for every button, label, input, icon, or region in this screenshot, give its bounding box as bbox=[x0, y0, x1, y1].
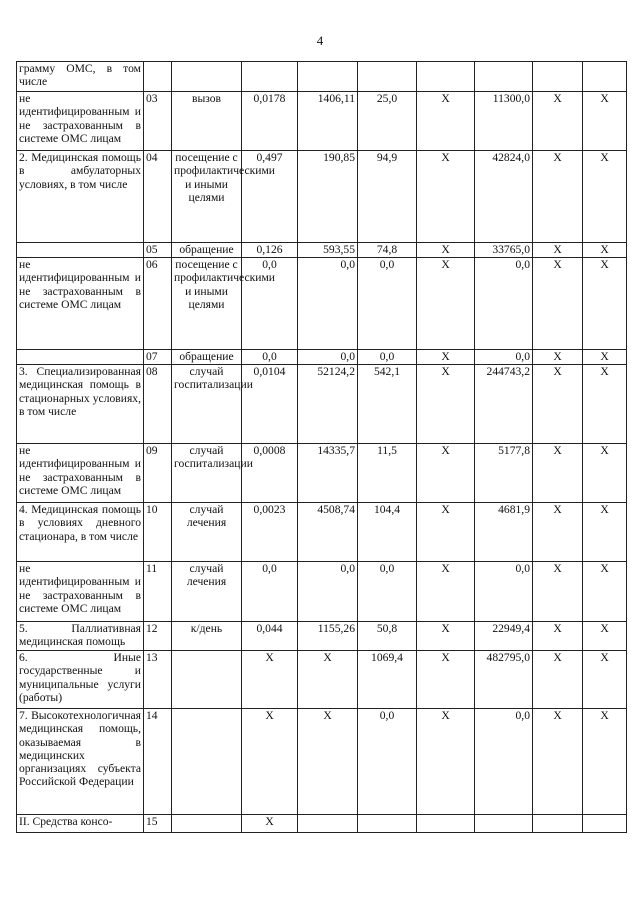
row-c10-cell: X bbox=[583, 258, 627, 350]
row-unit-cell bbox=[172, 709, 242, 815]
row-code-cell: 09 bbox=[144, 444, 172, 503]
row-c10-cell: X bbox=[583, 151, 627, 243]
row-name-cell bbox=[17, 243, 144, 258]
row-c7-cell: X bbox=[417, 350, 475, 365]
row-c10-cell: X bbox=[583, 444, 627, 503]
row-c8-cell: 482795,0 bbox=[475, 651, 533, 709]
row-name-cell: 4. Медицинская помощь в условиях дневного стационара, в том числе bbox=[17, 503, 144, 562]
row-unit-cell bbox=[172, 815, 242, 833]
row-unit-cell: посещение с профилактическими и иными целями bbox=[172, 258, 242, 350]
row-c10-cell: X bbox=[583, 503, 627, 562]
table-row bbox=[17, 444, 627, 503]
row-c9-cell: X bbox=[533, 243, 583, 258]
table-row bbox=[17, 709, 627, 815]
row-c9-cell bbox=[533, 815, 583, 833]
row-c10-cell: X bbox=[583, 243, 627, 258]
row-name-cell: 6. Иные государственные и муниципальные услуги (работы) bbox=[17, 651, 144, 709]
row-c9-cell: X bbox=[533, 258, 583, 350]
row-code-cell bbox=[144, 62, 172, 92]
row-norm-cell: 0,0008 bbox=[242, 444, 298, 503]
row-volume-cell bbox=[358, 62, 417, 92]
row-c7-cell: X bbox=[417, 562, 475, 622]
row-c8-cell: 0,0 bbox=[475, 350, 533, 365]
table-row bbox=[17, 503, 627, 562]
row-unit-cell: случай госпитализации bbox=[172, 365, 242, 444]
row-c9-cell: X bbox=[533, 651, 583, 709]
row-volume-cell: 0,0 bbox=[358, 258, 417, 350]
table-row bbox=[17, 562, 627, 622]
row-code-cell: 07 bbox=[144, 350, 172, 365]
row-cost-cell: 1155,26 bbox=[298, 622, 358, 651]
row-code-cell: 10 bbox=[144, 503, 172, 562]
row-volume-cell: 542,1 bbox=[358, 365, 417, 444]
row-c10-cell: X bbox=[583, 365, 627, 444]
row-c8-cell: 0,0 bbox=[475, 709, 533, 815]
row-norm-cell: X bbox=[242, 709, 298, 815]
table-row bbox=[17, 243, 627, 258]
row-norm-cell: 0,0 bbox=[242, 258, 298, 350]
row-c10-cell: X bbox=[583, 562, 627, 622]
row-norm-cell: 0,044 bbox=[242, 622, 298, 651]
row-code-cell: 08 bbox=[144, 365, 172, 444]
row-unit-cell: обращение bbox=[172, 243, 242, 258]
table-row bbox=[17, 622, 627, 651]
row-c10-cell bbox=[583, 62, 627, 92]
row-volume-cell: 74,8 bbox=[358, 243, 417, 258]
row-c9-cell: X bbox=[533, 503, 583, 562]
row-name-cell: 3. Специализированная медицинская помощь в стационарных условиях, в том числе bbox=[17, 365, 144, 444]
row-c9-cell: X bbox=[533, 350, 583, 365]
row-c8-cell: 11300,0 bbox=[475, 92, 533, 151]
row-volume-cell bbox=[358, 815, 417, 833]
row-c7-cell: X bbox=[417, 709, 475, 815]
row-norm-cell: X bbox=[242, 651, 298, 709]
table-row bbox=[17, 815, 627, 833]
row-c9-cell: X bbox=[533, 151, 583, 243]
row-name-cell: грамму ОМС, в том числе bbox=[17, 62, 144, 92]
row-unit-cell: обращение bbox=[172, 350, 242, 365]
row-norm-cell: 0,126 bbox=[242, 243, 298, 258]
row-name-cell bbox=[17, 350, 144, 365]
row-c7-cell: X bbox=[417, 651, 475, 709]
row-unit-cell: случай лечения bbox=[172, 562, 242, 622]
row-name-cell: не идентифицированным и не застрахованным в системе ОМС лицам bbox=[17, 92, 144, 151]
row-c8-cell: 0,0 bbox=[475, 258, 533, 350]
row-volume-cell: 1069,4 bbox=[358, 651, 417, 709]
row-cost-cell: 52124,2 bbox=[298, 365, 358, 444]
row-name-cell: 2. Медицинская помощь в амбулаторных условиях, в том числе bbox=[17, 151, 144, 243]
row-c7-cell: X bbox=[417, 622, 475, 651]
row-unit-cell bbox=[172, 62, 242, 92]
row-c10-cell: X bbox=[583, 709, 627, 815]
row-unit-cell: вызов bbox=[172, 92, 242, 151]
table-row bbox=[17, 258, 627, 350]
row-cost-cell: 14335,7 bbox=[298, 444, 358, 503]
row-unit-cell: к/день bbox=[172, 622, 242, 651]
row-norm-cell: X bbox=[242, 815, 298, 833]
row-cost-cell: 0,0 bbox=[298, 562, 358, 622]
row-cost-cell: 4508,74 bbox=[298, 503, 358, 562]
row-cost-cell: 190,85 bbox=[298, 151, 358, 243]
row-volume-cell: 0,0 bbox=[358, 562, 417, 622]
row-c7-cell: X bbox=[417, 258, 475, 350]
row-c7-cell bbox=[417, 815, 475, 833]
row-c8-cell bbox=[475, 815, 533, 833]
row-c7-cell: X bbox=[417, 365, 475, 444]
row-c7-cell bbox=[417, 62, 475, 92]
row-c9-cell: X bbox=[533, 92, 583, 151]
row-c8-cell: 244743,2 bbox=[475, 365, 533, 444]
row-code-cell: 15 bbox=[144, 815, 172, 833]
row-code-cell: 06 bbox=[144, 258, 172, 350]
row-code-cell: 14 bbox=[144, 709, 172, 815]
row-c7-cell: X bbox=[417, 444, 475, 503]
row-c9-cell: X bbox=[533, 444, 583, 503]
row-c10-cell: X bbox=[583, 350, 627, 365]
row-code-cell: 11 bbox=[144, 562, 172, 622]
row-code-cell: 05 bbox=[144, 243, 172, 258]
row-c8-cell: 0,0 bbox=[475, 562, 533, 622]
row-volume-cell: 11,5 bbox=[358, 444, 417, 503]
row-cost-cell: X bbox=[298, 709, 358, 815]
table-row bbox=[17, 151, 627, 243]
financing-table bbox=[16, 61, 627, 833]
row-cost-cell bbox=[298, 62, 358, 92]
row-c9-cell: X bbox=[533, 365, 583, 444]
row-volume-cell: 94,9 bbox=[358, 151, 417, 243]
row-norm-cell: 0,0178 bbox=[242, 92, 298, 151]
row-cost-cell bbox=[298, 815, 358, 833]
row-name-cell: не идентифицированным и не застрахованным в системе ОМС лицам bbox=[17, 562, 144, 622]
row-c10-cell: X bbox=[583, 92, 627, 151]
table-row bbox=[17, 350, 627, 365]
row-volume-cell: 25,0 bbox=[358, 92, 417, 151]
row-name-cell: II. Средства консо- bbox=[17, 815, 144, 833]
row-c9-cell bbox=[533, 62, 583, 92]
row-volume-cell: 50,8 bbox=[358, 622, 417, 651]
row-code-cell: 12 bbox=[144, 622, 172, 651]
row-c8-cell: 5177,8 bbox=[475, 444, 533, 503]
row-c10-cell: X bbox=[583, 622, 627, 651]
row-code-cell: 03 bbox=[144, 92, 172, 151]
row-norm-cell: 0,0 bbox=[242, 350, 298, 365]
row-cost-cell: X bbox=[298, 651, 358, 709]
row-code-cell: 04 bbox=[144, 151, 172, 243]
row-c8-cell bbox=[475, 62, 533, 92]
row-cost-cell: 593,55 bbox=[298, 243, 358, 258]
row-unit-cell bbox=[172, 651, 242, 709]
row-c9-cell: X bbox=[533, 622, 583, 651]
row-c8-cell: 42824,0 bbox=[475, 151, 533, 243]
row-norm-cell bbox=[242, 62, 298, 92]
row-norm-cell: 0,0104 bbox=[242, 365, 298, 444]
row-unit-cell: случай лечения bbox=[172, 503, 242, 562]
row-c8-cell: 33765,0 bbox=[475, 243, 533, 258]
row-c8-cell: 4681,9 bbox=[475, 503, 533, 562]
row-volume-cell: 104,4 bbox=[358, 503, 417, 562]
row-code-cell: 13 bbox=[144, 651, 172, 709]
row-name-cell: не идентифицированным и не застрахованным в системе ОМС лицам bbox=[17, 444, 144, 503]
row-c10-cell: X bbox=[583, 651, 627, 709]
row-c9-cell: X bbox=[533, 709, 583, 815]
row-norm-cell: 0,0023 bbox=[242, 503, 298, 562]
row-c9-cell: X bbox=[533, 562, 583, 622]
row-c7-cell: X bbox=[417, 243, 475, 258]
row-volume-cell: 0,0 bbox=[358, 709, 417, 815]
row-volume-cell: 0,0 bbox=[358, 350, 417, 365]
row-c7-cell: X bbox=[417, 92, 475, 151]
row-unit-cell: случай госпитализации bbox=[172, 444, 242, 503]
row-norm-cell: 0,497 bbox=[242, 151, 298, 243]
row-name-cell: не идентифицированным и не застрахованным в системе ОМС лицам bbox=[17, 258, 144, 350]
table-row bbox=[17, 365, 627, 444]
page-number: 4 bbox=[316, 33, 324, 48]
row-name-cell: 7. Высокотехнологичная медицинская помощь, оказываемая в медицинских организациях субъекта Российской Федерации bbox=[17, 709, 144, 815]
row-cost-cell: 1406,11 bbox=[298, 92, 358, 151]
row-name-cell: 5. Паллиативная медицинская помощь bbox=[17, 622, 144, 651]
row-c7-cell: X bbox=[417, 151, 475, 243]
table-row bbox=[17, 92, 627, 151]
row-cost-cell: 0,0 bbox=[298, 258, 358, 350]
row-c8-cell: 22949,4 bbox=[475, 622, 533, 651]
row-unit-cell: посещение с профилактическими и иными целями bbox=[172, 151, 242, 243]
row-c7-cell: X bbox=[417, 503, 475, 562]
row-cost-cell: 0,0 bbox=[298, 350, 358, 365]
row-c10-cell bbox=[583, 815, 627, 833]
table-row bbox=[17, 651, 627, 709]
row-norm-cell: 0,0 bbox=[242, 562, 298, 622]
table-row bbox=[17, 62, 627, 92]
